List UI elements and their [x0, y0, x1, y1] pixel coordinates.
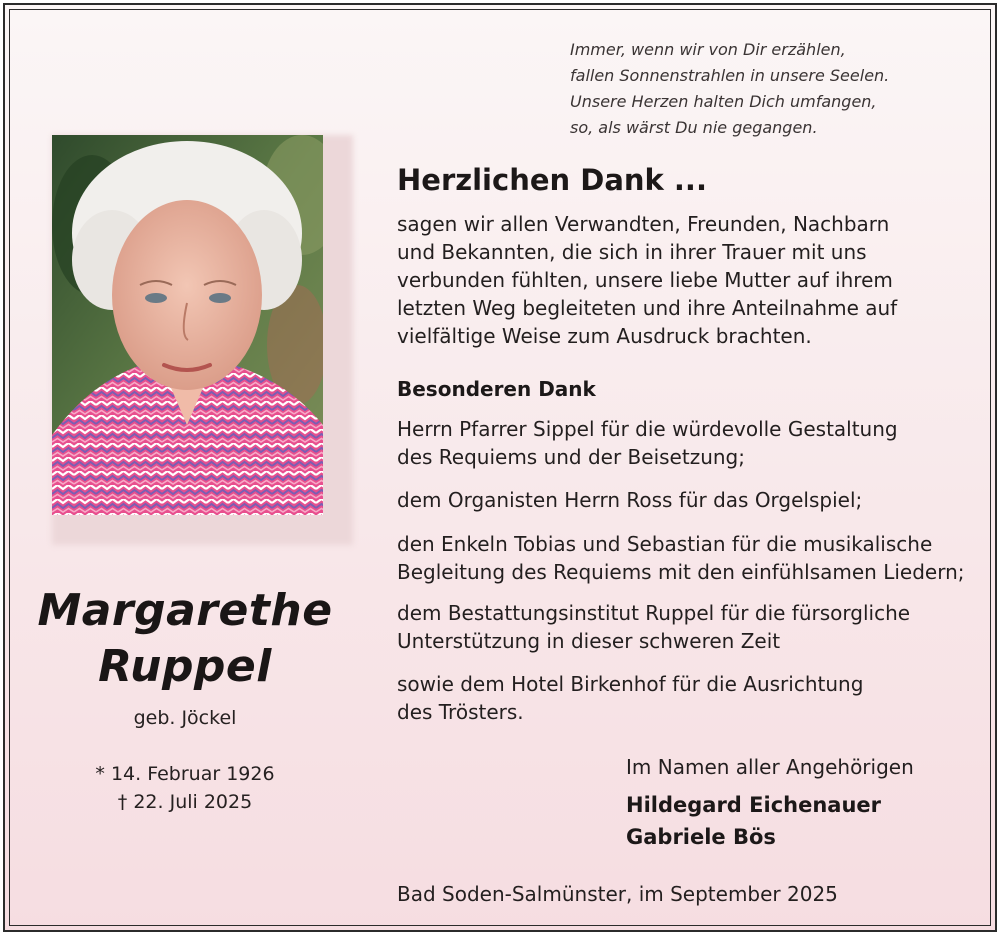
thanks-item-line: des Trösters.	[397, 700, 524, 724]
thanks-item	[397, 530, 965, 586]
thanks-heading: Herzlichen Dank ...	[397, 163, 707, 197]
intro-line: und Bekannten, die sich in ihrer Trauer mit uns	[397, 240, 867, 264]
signatory-name: Gabriele Bös	[626, 825, 776, 849]
poem-line: Unsere Herzen halten Dich umfangen,	[570, 92, 877, 111]
thanks-item	[397, 415, 898, 471]
obituary-card	[3, 3, 997, 932]
deceased-last-name: Ruppel	[98, 641, 272, 692]
thanks-item-line: dem Bestattungsinstitut Ruppel für die fürsorgliche	[397, 601, 911, 625]
thanks-item	[397, 599, 910, 655]
thanks-item-line: Unterstützung in dieser schweren Zeit	[397, 629, 781, 653]
poem-line: Immer, wenn wir von Dir erzählen,	[570, 40, 846, 59]
death-date: † 22. Juli 2025	[117, 791, 253, 813]
portrait-illustration	[52, 135, 323, 515]
maiden-name: geb. Jöckel	[133, 707, 237, 729]
poem-line: so, als wärst Du nie gegangen.	[570, 118, 818, 137]
thanks-item-line: Herrn Pfarrer Sippel für die würdevolle Gestaltung	[397, 417, 898, 441]
place-date: Bad Soden-Salmünster, im September 2025	[397, 882, 838, 906]
portrait-photo	[52, 135, 323, 515]
thanks-item-line: Begleitung des Requiems mit den einfühlsamen Liedern;	[397, 560, 965, 584]
thanks-item-line: sowie dem Hotel Birkenhof für die Ausrichtung	[397, 672, 864, 696]
thanks-item	[397, 670, 863, 726]
poem	[570, 37, 990, 141]
thanks-item-line: des Requiems und der Beisetzung;	[397, 445, 745, 469]
thanks-item	[397, 486, 862, 514]
intro-line: vielfältige Weise zum Ausdruck brachten.	[397, 324, 812, 348]
intro-line: verbunden fühlten, unsere liebe Mutter auf ihrem	[397, 268, 893, 292]
thanks-intro	[397, 210, 897, 350]
deceased-first-name: Margarethe	[37, 585, 333, 636]
birth-date: * 14. Februar 1926	[95, 763, 275, 785]
on-behalf-text: Im Namen aller Angehörigen	[626, 755, 914, 779]
intro-line: letzten Weg begleiteten und ihre Anteilnahme auf	[397, 296, 898, 320]
intro-line: sagen wir allen Verwandten, Freunden, Nachbarn	[397, 212, 890, 236]
thanks-item-line: dem Organisten Herrn Ross für das Orgelspiel;	[397, 488, 863, 512]
thanks-item-line: den Enkeln Tobias und Sebastian für die musikalische	[397, 532, 933, 556]
poem-line: fallen Sonnenstrahlen in unsere Seelen.	[570, 66, 890, 85]
special-thanks-heading: Besonderen Dank	[397, 377, 596, 401]
signatory-name: Hildegard Eichenauer	[626, 793, 882, 817]
